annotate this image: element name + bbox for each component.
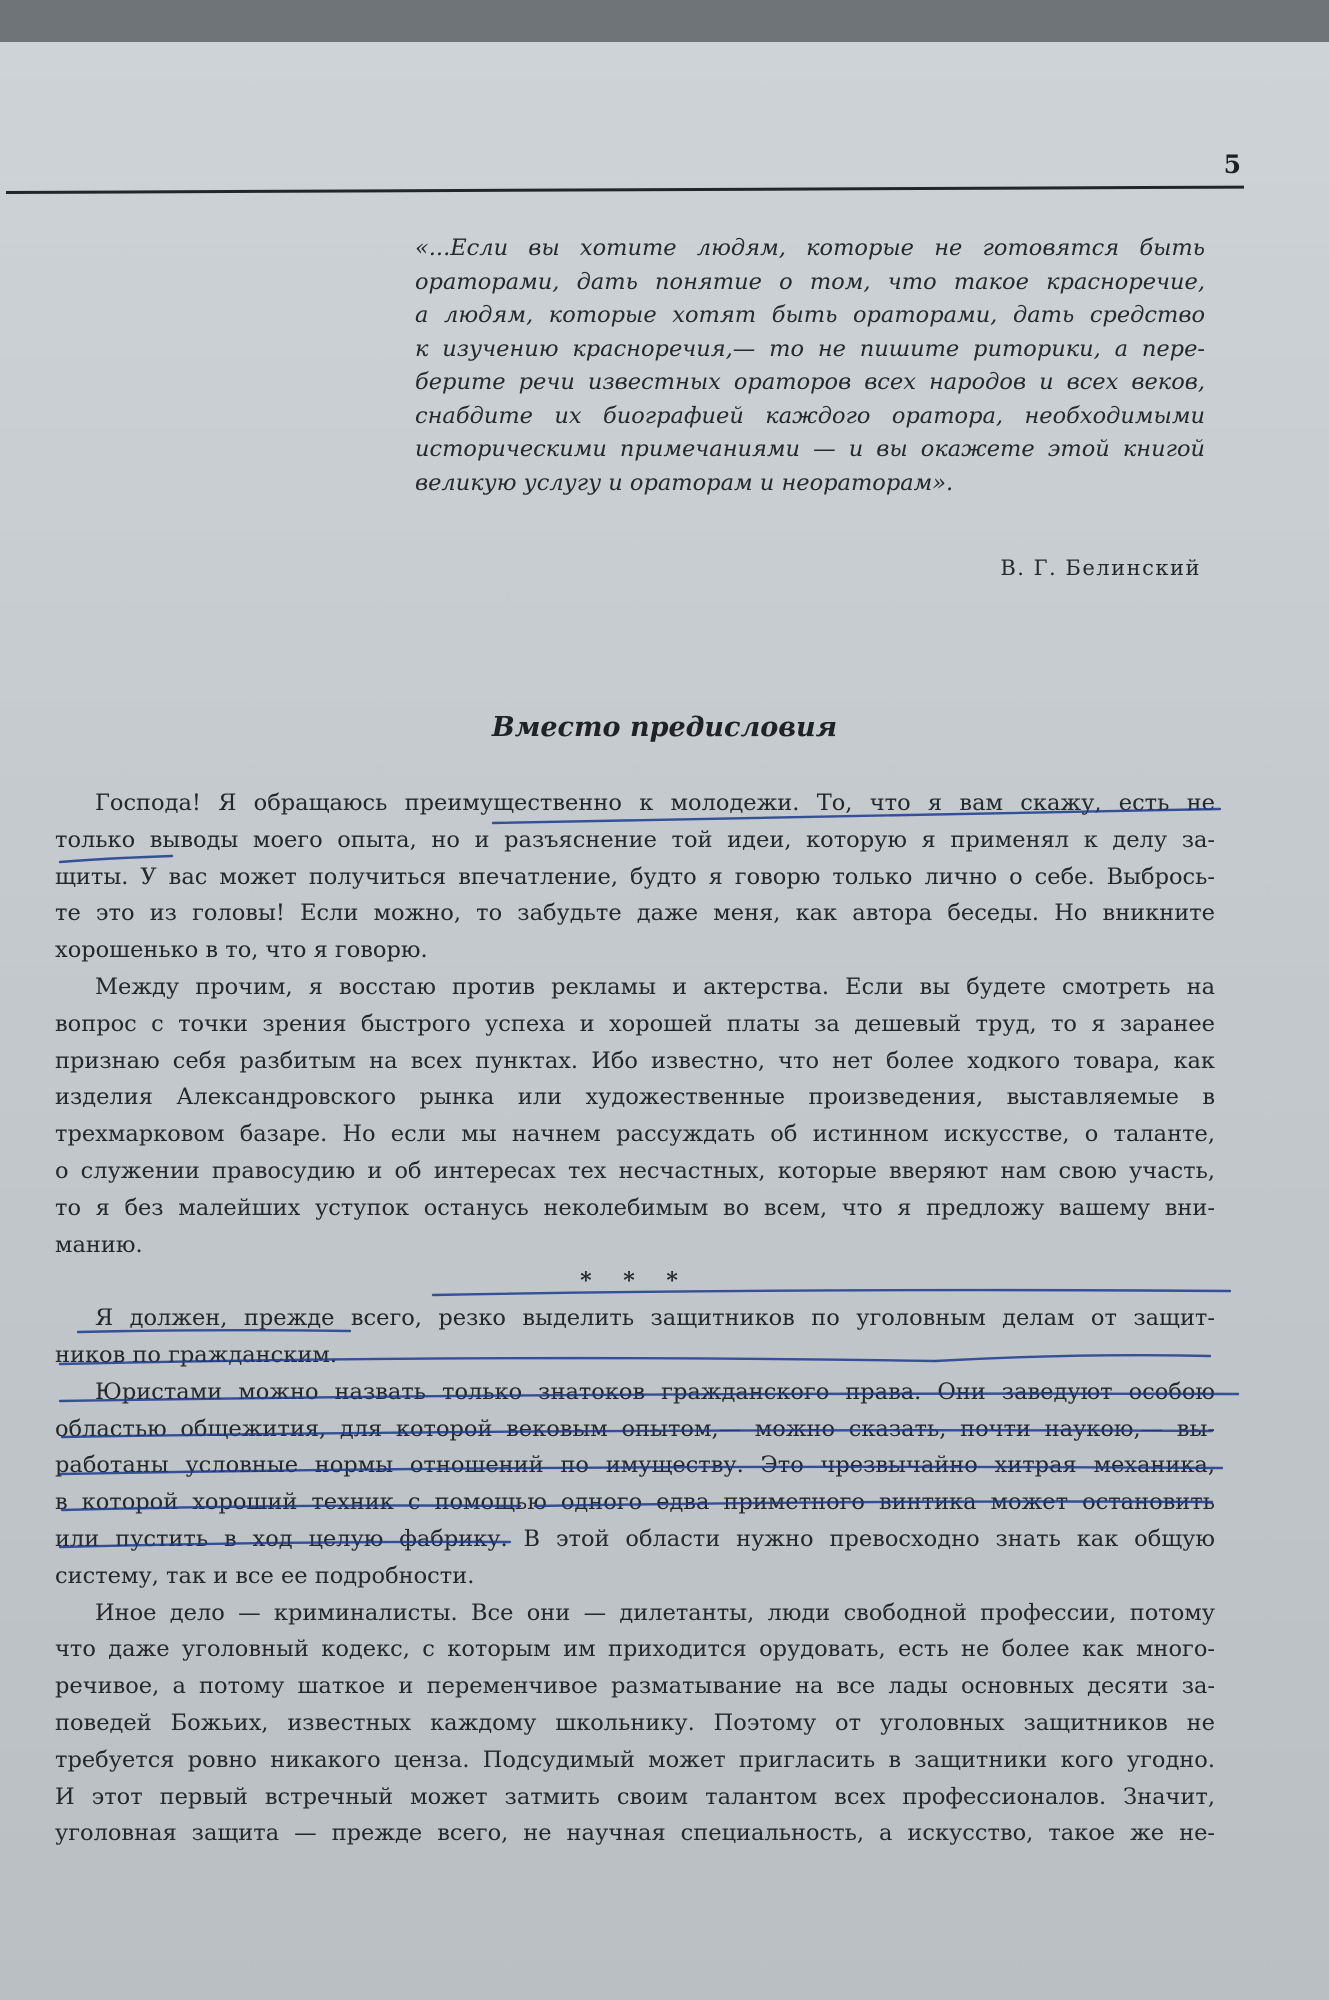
epigraph-line: снабдите их биографией каждого оратора, необходимыми bbox=[415, 402, 1205, 429]
text-line: речивое, а потому шаткое и переменчивое разматывание на все лады основных десяти за- bbox=[55, 1673, 1215, 1700]
section-separator: * * * bbox=[580, 1268, 690, 1295]
text-line: И этот первый встречный может затмить своим талантом всех профессионалов. Значит, bbox=[55, 1783, 1215, 1810]
epigraph bbox=[415, 232, 1205, 500]
text-line: о служении правосудию и об интересах тех несчастных, которые вверяют нам свою участь, bbox=[55, 1157, 1215, 1184]
text-line: ников по гражданским. bbox=[55, 1341, 337, 1368]
epigraph-line: историческими примечаниями — и вы окажете этой книгой bbox=[415, 436, 1205, 462]
paragraph-5 bbox=[55, 1595, 1215, 1853]
text-line: только выводы моего опыта, но и разъяснение той идеи, которую я применял к делу за- bbox=[55, 826, 1215, 853]
text-line: уголовная защита — прежде всего, не научная специальность, а искусство, такое же не- bbox=[55, 1820, 1215, 1847]
text-line: хорошенько в то, что я говорю. bbox=[55, 937, 428, 964]
text-line: вопрос с точки зрения быстрого успеха и хорошей платы за дешевый труд, то я заранее bbox=[55, 1010, 1215, 1037]
body-text bbox=[55, 785, 1215, 1852]
epigraph-line: «...Если вы хотите людям, которые не готовятся быть bbox=[415, 235, 1205, 261]
paragraph-1 bbox=[55, 785, 1215, 969]
text-line: в которой хороший техник с помощью одного едва приметного винтика может остановить bbox=[55, 1489, 1215, 1516]
text-line: Юристами можно назвать только знатоков гражданского права. Они заведуют особою bbox=[95, 1378, 1215, 1405]
text-line: Я должен, прежде всего, резко выделить защитников по уголовным делам от защит- bbox=[95, 1305, 1215, 1332]
text-line: те это из головы! Если можно, то забудьте даже меня, как автора беседы. Но вникните bbox=[55, 900, 1215, 927]
text-line: манию. bbox=[55, 1231, 143, 1258]
text-line: признаю себя разбитым на всех пунктах. Ибо известно, что нет более ходкого товара, как bbox=[55, 1047, 1215, 1074]
page-number: 5 bbox=[1223, 150, 1241, 179]
paragraph-2 bbox=[55, 969, 1215, 1263]
text-line: изделия Александровского рынка или художественные произведения, выставляемые в bbox=[55, 1084, 1215, 1111]
epigraph-line: берите речи известных ораторов всех народов и всех веков, bbox=[415, 369, 1205, 395]
text-line: Между прочим, я восстаю против рекламы и актерства. Если вы будете смотреть на bbox=[95, 973, 1215, 1000]
text-line: областью общежития, для которой вековым опытом,— можно сказать, почти наукою,— вы- bbox=[55, 1415, 1215, 1442]
text-line: Иное дело — криминалисты. Все они — дилетанты, люди свободной профессии, потому bbox=[95, 1599, 1215, 1626]
text-line: трехмарковом базаре. Но если мы начнем рассуждать об истинном искусстве, о таланте, bbox=[55, 1121, 1215, 1148]
text-line: то я без малейших уступок останусь неколебимым во всем, что я предложу вашему вни- bbox=[55, 1194, 1215, 1221]
text-line: систему, так и все ее подробности. bbox=[55, 1562, 475, 1589]
section-title: Вместо предисловия bbox=[491, 712, 838, 743]
epigraph-line: великую услугу и ораторам и неораторам». bbox=[415, 469, 954, 496]
epigraph-line: к изучению красноречия,— то не пишите риторики, а пере- bbox=[415, 335, 1205, 362]
epigraph-author: В. Г. Белинский bbox=[1000, 556, 1201, 580]
paragraph-4 bbox=[55, 1374, 1215, 1595]
paragraph-3 bbox=[55, 1300, 1215, 1374]
epigraph-line: а людям, которые хотят быть ораторами, дать средство bbox=[415, 302, 1205, 328]
book-page bbox=[0, 42, 1329, 2000]
text-line: Господа! Я обращаюсь преимущественно к молодежи. То, что я вам скажу, есть не bbox=[95, 790, 1215, 816]
text-line: или пустить в ход целую фабрику. В этой области нужно превосходно знать как общую bbox=[55, 1525, 1215, 1552]
text-line: щиты. У вас может получиться впечатление, будто я говорю только лично о себе. Выбрось- bbox=[55, 863, 1215, 890]
epigraph-line: ораторами, дать понятие о том, что такое красноречие, bbox=[415, 268, 1205, 295]
text-line: требуется ровно никакого ценза. Подсудимый может пригласить в защитники кого угодно. bbox=[55, 1746, 1215, 1773]
header-rule bbox=[6, 186, 1244, 194]
text-line: поведей Божьих, известных каждому школьнику. Поэтому от уголовных защитников не bbox=[55, 1709, 1215, 1736]
text-line: работаны условные нормы отношений по имуществу. Это чрезвычайно хитрая механика, bbox=[55, 1452, 1215, 1479]
text-line: что даже уголовный кодекс, с которым им приходится орудовать, есть не более как много- bbox=[55, 1636, 1215, 1663]
